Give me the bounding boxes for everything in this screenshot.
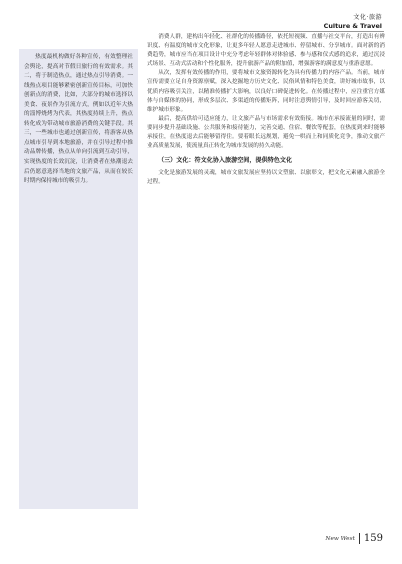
page-header bbox=[324, 14, 382, 30]
magazine-name: New West bbox=[325, 535, 355, 542]
footer-separator bbox=[359, 533, 360, 544]
left-column-sidebar bbox=[19, 49, 138, 509]
page-number: 159 bbox=[363, 533, 383, 544]
body-paragraph: 最后，提高供给可适应能力，让文旅产品与市场需求有效衔接。城市在承接流量的同时，需要同步提升基础设施、公共服务和接待能力，完善交通、住宿、餐饮等配套，在热度到来时能够承接住，在热度退去后能够留得住。要着眼长远规划，避免一哄而上和同质化竞争，推动文旅产业高质量发展，使流量真正转化为城市发展的持久动能。 bbox=[147, 115, 385, 150]
header-divider bbox=[212, 31, 384, 32]
section-heading: （三）文化：符文化协入旅游空间，提供特色文化 bbox=[158, 157, 293, 165]
page-footer bbox=[325, 533, 383, 544]
section-title-en: Culture & Travel bbox=[323, 22, 382, 30]
body-paragraph: 从次，发挥有效传播的作用，要将城市文旅资源转化为具有传播力的内容产品。当前，城市宣传需要立足自身资源禀赋，深入挖掘地方历史文化、民俗风情和特色美食，讲好城市故事，以优质内容吸引关注，以精准传播扩大影响，以良好口碑促进转化。在传播过程中，应注重官方媒体与自媒体的协同，形成多层次、多渠道的传播矩阵，同时注意舆情引导，及时回应游客关切，维护城市形象。 bbox=[147, 70, 385, 113]
body-paragraph: 文化是旅游发展的灵魂，城市文旅发展应坚持以文塑旅、以旅彰文，把文化元素融入旅游全过程。 bbox=[147, 170, 385, 186]
section-title-cn: 文化·旅游 bbox=[353, 14, 382, 21]
right-column-body bbox=[147, 33, 385, 517]
body-paragraph: 消费人群，建构出年轻化、社群化的传播路径，依托短视频、直播与社交平台，打造出有辨识度、有温度的城市文化形象，让更多年轻人愿意走进城市、停留城市、分享城市。面对新的消费趋势，城市应当在项目设计中充分考虑年轻群体对体验感、参与感和仪式感的追求，通过沉浸式场景、互动式活动和个性化服务，提升旅游产品的附加值，增强游客的满意度与重游意愿。 bbox=[147, 34, 385, 68]
left-paragraph: 热度最机构做好各种宣传，有效整理社会舆论，提高对节假日旅行的有效需求。其二，将于制造热点，通过热点引导消费。一线热点项目能够紧密创新宣传目标，可加快创新点的消费，比如，大部分的城市选择以美食、夜景作为引流方式，例如以近年大热的淄博烧烤为代表，其热度持续上升，热点转化成为带动城市旅游消费的关键手段。其三，一些城市也通过创新宣传，将游客从热点城市引导到本地旅游，并在引导过程中推动品牌传播，热点从单向引流到互动引导，实现热度的长效沉淀，让消费者在热潮退去后仍愿意选择当地的文旅产品，从而在较长时期内保持城市的吸引力。 bbox=[24, 54, 133, 185]
